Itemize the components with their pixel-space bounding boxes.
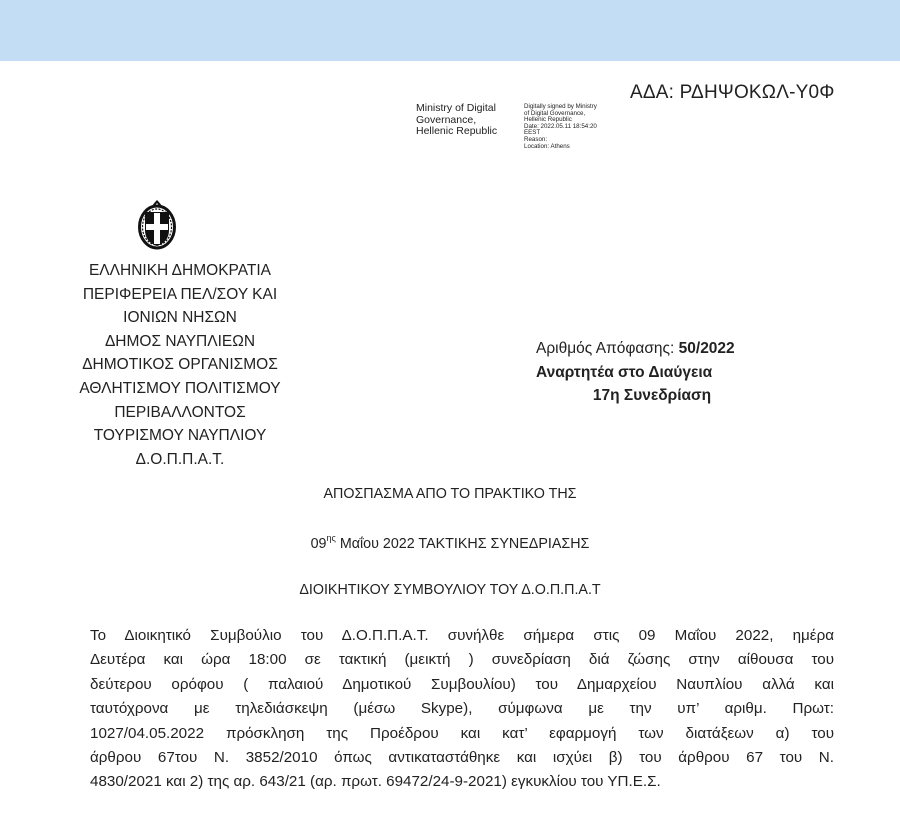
organization-line: ΙΟΝΙΩΝ ΝΗΣΩΝ [123, 309, 237, 327]
extract-heading: ΑΠΟΣΠΑΣΜΑ ΑΠΟ ΤΟ ΠΡΑΚΤΙΚΟ ΤΗΣ [323, 486, 577, 502]
signature-detail-line: Hellenic Republic [524, 116, 572, 124]
signer-line: Ministry of Digital [416, 102, 496, 114]
signature-detail-line: Location: Athens [524, 142, 570, 150]
signature-detail-line: of Digital Governance, [524, 109, 586, 117]
paragraph-line: 4830/2021 και 2) της αρ. 643/21 (αρ. πρωτ. 69472/24-9-2021) εγκυκλίου του ΥΠ.Ε.Σ. [90, 773, 661, 791]
paragraph-line: 1027/04.05.2022 πρόσκληση της Προέδρου και κατ’ εφαρμογή των διατάξεων α) του [90, 724, 834, 742]
organization-line: ΕΛΛΗΝΙΚΗ ΔΗΜΟΚΡΑΤΙΑ [88, 262, 272, 279]
signature-detail-line: Digitally signed by Ministry [524, 103, 597, 110]
issuing-organization [40, 259, 320, 471]
digital-signature-details [524, 104, 634, 150]
signature-detail-line: EEST [524, 129, 541, 137]
decision-number-value: 50/2022 [678, 340, 735, 357]
paragraph-line: δεύτερου ορόφου ( παλαιού Δημοτικού Συμβουλίου) του Δημαρχείου Ναυπλίου αλλά και [90, 675, 834, 693]
organization-line: ΔΗΜΟΤΙΚΟΣ ΟΡΓΑΝΙΣΜΟΣ [82, 356, 278, 374]
digital-signature-signer[interactable] [416, 103, 526, 138]
paragraph-line: Δευτέρα και ώρα 18:00 σε τακτική (μεικτή ) συνεδρίαση διά ζώσης στην αίθουσα του [90, 651, 834, 669]
meeting-date-heading [0, 534, 900, 552]
paragraph-line: άρθρου 67του Ν. 3852/2010 όπως αντικαταστάθηκε και ισχύει β) του άρθρου 67 του Ν. [90, 749, 834, 767]
minutes-paragraph [90, 624, 834, 795]
publish-note: Αναρτητέα στο Διαύγεια [536, 363, 713, 381]
signature-detail-line: Reason: [524, 135, 548, 143]
decision-info [536, 337, 786, 408]
organization-line: ΠΕΡΙΒΑΛΛΟΝΤΟΣ [114, 403, 246, 421]
session-number: 17η Συνεδρίαση [592, 387, 712, 405]
meeting-day-suffix: ης [326, 533, 336, 543]
meeting-type: Μαΐου 2022 ΤΑΚΤΙΚΗΣ ΣΥΝΕΔΡΙΑΣΗΣ [335, 535, 590, 552]
paragraph-line: ταυτόχρονα με τηλεδιάσκεψη (μέσω Skype), σύμφωνα με την υπ’ αριθμ. Πρωτ: [90, 700, 834, 718]
organization-line: ΔΗΜΟΣ ΝΑΥΠΛΙΕΩΝ [104, 332, 256, 350]
paragraph-line: Το Διοικητικό Συμβούλιο του Δ.Ο.Π.Π.Α.Τ. συνήλθε σήμερα στις 09 Μαΐου 2022, ημέρα [90, 627, 834, 644]
meeting-day: 09 [310, 535, 327, 552]
board-heading: ΔΙΟΙΚΗΤΙΚΟΥ ΣΥΜΒΟΥΛΙΟΥ ΤΟΥ Δ.Ο.Π.Π.Α.Τ [299, 582, 601, 598]
organization-line: ΑΘΛΗΤΙΣΜΟΥ ΠΟΛΙΤΙΣΜΟΥ [79, 379, 281, 397]
signer-line: Governance, [416, 113, 477, 126]
decision-number [536, 337, 786, 361]
decision-number-label: Αριθμός Απόφασης: [536, 340, 679, 357]
greek-coat-of-arms-icon [137, 196, 177, 252]
signature-detail-line: Date: 2022.05.11 18:54:20 [524, 122, 597, 130]
viewer-top-bar [0, 0, 900, 61]
signer-line: Hellenic Republic [416, 125, 498, 137]
organization-line: ΠΕΡΙΦΕΡΕΙΑ ΠΕΛ/ΣΟΥ ΚΑΙ [82, 285, 278, 303]
ada-code: ΑΔΑ: ΡΔΗΨΟΚΩΛ-Υ0Φ [630, 82, 835, 103]
organization-line: ΤΟΥΡΙΣΜΟΥ ΝΑΥΠΛΙΟΥ [93, 427, 267, 445]
organization-line: Δ.Ο.Π.Π.Α.Τ. [135, 450, 225, 468]
